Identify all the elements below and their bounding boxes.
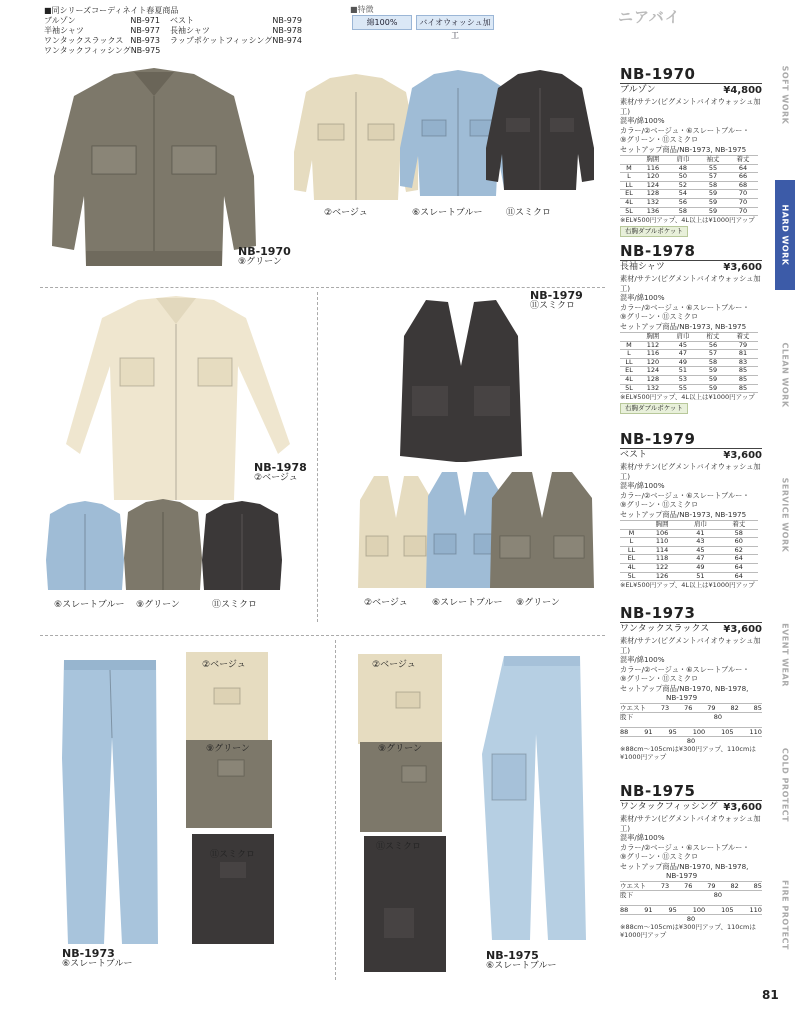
tab-clean-work[interactable]: CLEAN WORK xyxy=(780,342,790,408)
section-divider xyxy=(40,287,605,288)
brand-name: ニアバイ xyxy=(618,8,681,26)
color-label: ⑨グリーン xyxy=(378,744,422,754)
product-price: ¥3,600 xyxy=(723,802,762,813)
nb1978-slateblue-shirt-photo xyxy=(44,500,126,594)
nb1975-spec-block xyxy=(620,783,762,939)
nb1970-spec-block xyxy=(620,66,762,237)
color-name: ⑥スレートブルー xyxy=(486,961,557,971)
nb1970-sumikuro-jacket-photo xyxy=(482,68,598,196)
nb1979-spec-block xyxy=(620,431,762,589)
spec-line: セットアップ商品/NB-1973, NB-1975 xyxy=(620,144,747,154)
nb1978-green-shirt-photo xyxy=(122,498,204,594)
tab-soft-work[interactable]: SOFT WORK xyxy=(780,65,790,125)
nb1979-main-label xyxy=(530,290,583,312)
spec-line: NB-1979 xyxy=(666,871,698,880)
table-row: 4L 132 56 59 70 xyxy=(620,198,758,207)
color-label: ②ベージュ xyxy=(202,660,246,670)
table-row: 5L 132 55 59 85 xyxy=(620,384,758,393)
color-label: ②ベージュ xyxy=(324,208,368,218)
category-sidebar xyxy=(775,40,795,1000)
column-divider xyxy=(317,292,318,622)
spec-line: 素材/サテン(ピグメントバイオウォッシュ加工) xyxy=(620,636,761,655)
price-note: ※EL¥500円アップ、4L以上は¥1000円アップ xyxy=(620,581,755,590)
spec-line: ⑨グリーン・⑪スミクロ xyxy=(620,674,699,683)
nb1973-main-label xyxy=(62,948,132,970)
color-label: ⑥スレートブルー xyxy=(412,208,483,218)
price-note: ※EL¥500円アップ、4L以上は¥1000円アップ xyxy=(620,393,755,402)
spec-line: ⑨グリーン・⑪スミクロ xyxy=(620,312,699,321)
nb1975-sumikuro-swatch xyxy=(362,834,448,974)
color-label: ⑨グリーン xyxy=(516,598,560,608)
series-item: ワンタックスラックス NB-973 xyxy=(44,36,160,45)
tab-event-wear[interactable]: EVENT WEAR xyxy=(780,623,790,687)
waist-row: ウエスト 73 76 79 82 85 xyxy=(620,703,762,712)
inseam-row: 股下 80 xyxy=(620,712,762,721)
table-row: 4L 122 49 64 xyxy=(620,563,758,572)
color-name: ⑨グリーン xyxy=(238,257,282,267)
product-name: ワンタックスラックス xyxy=(620,624,710,634)
color-label: ⑪スミクロ xyxy=(506,208,552,218)
waist-row: 88 91 95 100 105 110 xyxy=(620,727,762,736)
product-price: ¥4,800 xyxy=(723,85,762,96)
color-name: ⑪スミクロ xyxy=(530,301,576,311)
product-price: ¥3,600 xyxy=(723,624,762,635)
table-row: EL 128 54 59 70 xyxy=(620,190,758,199)
table-row: 5L 126 51 64 xyxy=(620,572,758,581)
product-name: ワンタックフィッシング xyxy=(620,802,718,812)
nb1978-spec-block xyxy=(620,243,762,414)
color-label: ⑥スレートブルー xyxy=(432,598,503,608)
feature-tag: 右胸ダブルポケット xyxy=(620,403,688,414)
color-label: ②ベージュ xyxy=(372,660,416,670)
color-label: ⑨グリーン xyxy=(136,600,180,610)
table-row: LL 124 52 58 68 xyxy=(620,181,758,190)
table-row: EL 124 51 59 85 xyxy=(620,367,758,376)
spec-line: セットアップ商品/NB-1973, NB-1975 xyxy=(620,321,747,331)
spec-line: セットアップ商品/NB-1970, NB-1978, xyxy=(620,861,749,871)
spec-line: セットアップ商品/NB-1970, NB-1978, xyxy=(620,683,749,693)
nb1970-main-label xyxy=(238,246,291,268)
spec-line: 混率/綿100% xyxy=(620,481,665,490)
nb1970-green-jacket-photo xyxy=(44,66,264,276)
color-label: ②ベージュ xyxy=(364,598,408,608)
spec-line: 混率/綿100% xyxy=(620,833,665,842)
nb1979-sumikuro-vest-photo xyxy=(396,296,526,466)
size-table xyxy=(620,155,758,216)
product-name: ブルゾン xyxy=(620,85,656,95)
spec-line: 混率/綿100% xyxy=(620,293,665,302)
biowash-badge: バイオウォッシュ加工 xyxy=(416,15,494,30)
size-table xyxy=(620,520,758,581)
product-code: NB-1978 xyxy=(620,243,762,261)
nb1978-main-label xyxy=(254,462,307,484)
nb1975-slateblue-fishing-pants-photo xyxy=(478,654,588,944)
table-row: LL 114 45 62 xyxy=(620,546,758,555)
spec-line: カラー/②ベージュ・⑥スレートブルー・ xyxy=(620,664,750,674)
nb1973-slateblue-slacks-photo xyxy=(60,658,160,948)
cotton-badge: 綿100% xyxy=(352,15,412,30)
product-name: 長袖シャツ xyxy=(620,262,665,272)
nb1978-sumikuro-shirt-photo xyxy=(200,500,284,594)
spec-line: カラー/②ベージュ・⑥スレートブルー・ xyxy=(620,125,750,135)
table-row: M 106 41 58 xyxy=(620,529,758,538)
column-divider xyxy=(335,640,336,980)
spec-line: 素材/サテン(ピグメントバイオウォッシュ加工) xyxy=(620,462,761,481)
series-item: 半袖シャツ NB-977 xyxy=(44,26,160,35)
spec-line: 混率/綿100% xyxy=(620,116,665,125)
tab-fire-protect[interactable]: FIRE PROTECT xyxy=(780,880,790,950)
spec-line: ⑨グリーン・⑪スミクロ xyxy=(620,500,699,509)
nb1973-spec-block xyxy=(620,605,762,761)
product-code: NB-1970 xyxy=(238,245,291,258)
nb1979-green-vest-photo xyxy=(488,468,596,594)
color-name: ⑥スレートブルー xyxy=(62,959,133,969)
product-code: NB-1979 xyxy=(620,431,762,449)
spec-line: カラー/②ベージュ・⑥スレートブルー・ xyxy=(620,302,750,312)
spec-line: NB-1979 xyxy=(666,693,698,702)
table-row: L 120 50 57 66 xyxy=(620,173,758,182)
page-number: 81 xyxy=(762,988,779,1002)
table-row: L 110 43 60 xyxy=(620,538,758,547)
price-note: ※88cm〜105cmは¥300円アップ、110cmは¥1000円アップ xyxy=(620,922,756,939)
waist-row: ウエスト 73 76 79 82 85 xyxy=(620,881,762,890)
table-row: LL 120 49 58 83 xyxy=(620,358,758,367)
series-item: ラップポケットフィッシング NB-974 xyxy=(170,36,302,45)
spec-line: ⑨グリーン・⑪スミクロ xyxy=(620,852,699,861)
table-row: 胸囲 肩巾 桁丈 着丈 xyxy=(620,333,758,342)
feature-tag: 右胸ダブルポケット xyxy=(620,226,688,237)
waist-row: 88 91 95 100 105 110 xyxy=(620,905,762,914)
table-row: 5L 136 58 59 70 xyxy=(620,207,758,216)
product-code: NB-1979 xyxy=(530,289,583,302)
table-row: 4L 128 53 59 85 xyxy=(620,375,758,384)
product-code: NB-1975 xyxy=(486,949,539,962)
section-divider xyxy=(40,635,605,636)
product-name: ベスト xyxy=(620,450,648,460)
spec-line: セットアップ商品/NB-1973, NB-1975 xyxy=(620,509,747,519)
spec-line: 素材/サテン(ピグメントバイオウォッシュ加工) xyxy=(620,274,761,293)
price-note: ※88cm〜105cmは¥300円アップ、110cmは¥1000円アップ xyxy=(620,744,756,761)
spec-line: 混率/綿100% xyxy=(620,655,665,664)
spec-line: 素材/サテン(ピグメントバイオウォッシュ加工) xyxy=(620,97,761,116)
table-row: M 116 48 55 64 xyxy=(620,164,758,173)
color-label: ⑨グリーン xyxy=(206,744,250,754)
inseam-row: 80 xyxy=(620,736,762,745)
tab-hard-work[interactable]: HARD WORK xyxy=(775,180,795,290)
color-label: ⑪スミクロ xyxy=(376,842,422,852)
color-label: ⑥スレートブルー xyxy=(54,600,125,610)
spec-line: カラー/②ベージュ・⑥スレートブルー・ xyxy=(620,490,750,500)
product-price: ¥3,600 xyxy=(723,450,762,461)
product-code: NB-1973 xyxy=(62,947,115,960)
inseam-row: 股下 80 xyxy=(620,890,762,899)
color-name: ②ベージュ xyxy=(254,473,298,483)
spec-line: ⑨グリーン・⑪スミクロ xyxy=(620,135,699,144)
product-code: NB-1973 xyxy=(620,605,762,623)
product-code: NB-1970 xyxy=(620,66,762,84)
feature-label: ■特徴 xyxy=(350,5,374,14)
nb1975-main-label xyxy=(486,950,556,972)
table-row: 胸囲 肩巾 袖丈 着丈 xyxy=(620,156,758,165)
price-note: ※EL¥500円アップ、4L以上は¥1000円アップ xyxy=(620,216,755,225)
tab-cold-protect[interactable]: COLD PROTECT xyxy=(780,747,790,823)
inseam-row: 80 xyxy=(620,914,762,923)
table-row: L 116 47 57 81 xyxy=(620,350,758,359)
tab-service-work[interactable]: SERVICE WORK xyxy=(780,477,790,553)
series-item: ワンタックフィッシング NB-975 xyxy=(44,46,161,55)
table-row: M 112 45 56 79 xyxy=(620,341,758,350)
color-label: ⑪スミクロ xyxy=(212,600,258,610)
table-row: EL 118 47 64 xyxy=(620,555,758,564)
coordinate-series-list xyxy=(44,6,302,56)
color-label: ⑪スミクロ xyxy=(210,850,256,860)
product-code: NB-1978 xyxy=(254,461,307,474)
series-title: ■同シリーズコーディネイト春夏商品 xyxy=(44,6,179,15)
series-item: ベスト NB-979 xyxy=(170,16,302,25)
table-row: 胸囲 肩巾 着丈 xyxy=(620,521,758,530)
size-table xyxy=(620,332,758,393)
product-price: ¥3,600 xyxy=(723,262,762,273)
spec-line: 素材/サテン(ピグメントバイオウォッシュ加工) xyxy=(620,814,761,833)
product-code: NB-1975 xyxy=(620,783,762,801)
series-item: ブルゾン NB-971 xyxy=(44,16,160,25)
series-item: 長袖シャツ NB-978 xyxy=(170,26,302,35)
spec-line: カラー/②ベージュ・⑥スレートブルー・ xyxy=(620,842,750,852)
